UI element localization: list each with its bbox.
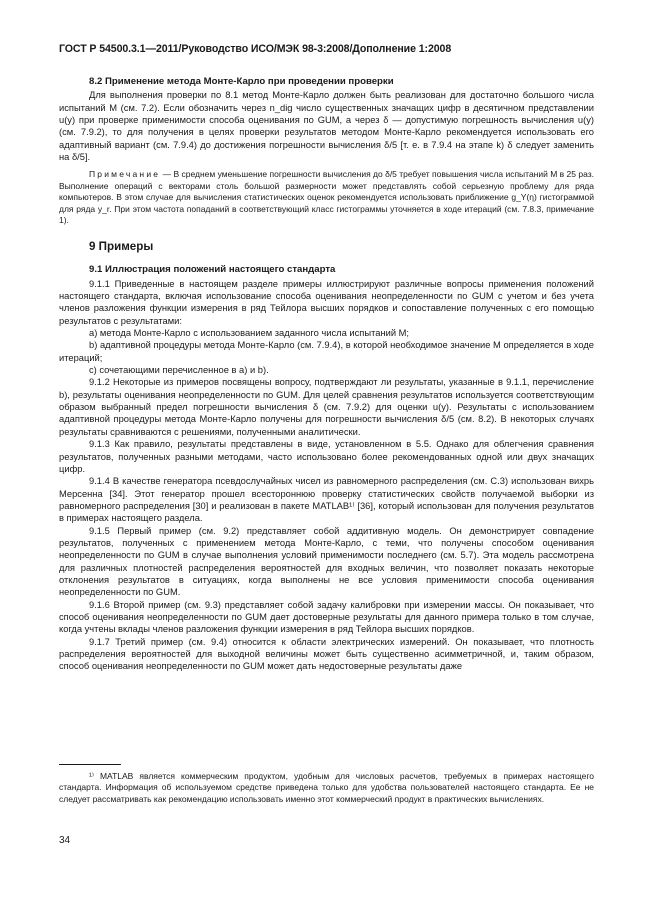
paragraph-9-1-2: 9.1.2 Некоторые из примеров посвящены вопросу, подтверждают ли результаты, указанные в 9.1.1, перечисление b), результаты оценивания неопределенности по GUM. Для целей сравнения результатов используется соответствующим образом выбранный предел погрешности вычисления δ (см. 7.9.2) для оценки u(y). Результаты с использованием адаптивной процедуры метода Монте-Карло получены для погрешности вычисления δ/5 (см. 8.2). В некоторых случаях результаты сравниваются с решениями, полученными аналитически. [59, 377, 594, 437]
paragraph-9-1-6: 9.1.6 Второй пример (см. 9.3) представляет собой задачу калибровки при измерении массы. Он показывает, что способ оценивания неопределенности по GUM дает достоверные результаты для данного примера только в том случае, когда учтены вклады членов разложения функции измерения в ряд Тейлора высших порядков. [59, 599, 594, 635]
list-item-a: а) метода Монте-Карло с использованием заданного числа испытаний M; [89, 328, 410, 339]
paragraph-9-1-7: 9.1.7 Третий пример (см. 9.4) относится к области электрических измерений. Он показывает, что плотность распределения вероятностей для выходной величины может быть существенно асимметричной, и, таким образом, способ оценивания неопределенности по GUM может дать недостоверные результаты даже [59, 636, 594, 672]
paragraph-9-1-1: 9.1.1 Приведенные в настоящем разделе примеры иллюстрируют различные вопросы применения положений настоящего стандарта, включая использование способа оценивания неопределенности по GUM с учетом и без учета членов разложения функции измерения в ряд Тейлора высших порядков и сопоставление полученных с его помощью результатов с результатами: [59, 278, 594, 326]
note-text: — В среднем уменьшение погрешности вычисления до δ/5 требует повышения числа испытаний M в 25 раз. Выполнение операций с векторами столь большой размерности может представлять собой серьезную проблему для ряда компьютеров. В этом случае для вычисления статистических оценок рекомендуется использовать приближение g_Y(η) гистограммой для ряда y_r. При этом частота попаданий в соответствующий класс гистограммы уточняется в ходе итераций (см. 7.8.3, примечание 1). [59, 169, 594, 225]
page-number: 34 [59, 835, 71, 846]
note-label: Примечание [89, 169, 161, 180]
footnote-text: ¹⁾ MATLAB является коммерческим продуктом, удобным для числовых расчетов, требуемых в примерах настоящего стандарта. Информация об используемом средстве приведена только для удобства пользователей настоящего стандарта. Ее не следует рассматривать как рекомендацию использовать именно этот коммерческий продукт в практических вычислениях. [59, 771, 594, 804]
page-header: ГОСТ Р 54500.3.1—2011/Руководство ИСО/МЭК 98-3:2008/Дополнение 1:2008 [59, 43, 452, 55]
paragraph-9-1-3: 9.1.3 Как правило, результаты представлены в виде, установленном в 5.5. Однако для облегчения сравнения результатов, полученных разными методами, часто использовано более рекомендованных одной или двух значащих цифр. [59, 439, 594, 474]
footnote-divider [59, 764, 121, 765]
section-8-2-heading: 8.2 Применение метода Монте-Карло при проведении проверки [89, 76, 394, 87]
section-9-1-heading: 9.1 Иллюстрация положений настоящего стандарта [89, 264, 336, 276]
paragraph-9-1-5: 9.1.5 Первый пример (см. 9.2) представляет собой аддитивную модель. Он демонстрирует совпадение результатов, полученных с применением метода Монте-Карло, с теми, что получены способом оценивания неопределенности по GUM в случае выполнения условий применимости последнего (см. 5.7). Эта модель рассмотрена для различных плотностей распределения вероятностей для входных величин, что позволяет показать некоторые отклонения результатов в ситуациях, когда выполнены не все условия применимости способа оценивания неопределенности по GUM. [59, 525, 594, 598]
section-9-heading: 9 Примеры [89, 240, 154, 254]
note [59, 169, 594, 226]
list-item-b: b) адаптивной процедуры метода Монте-Карло (см. 7.9.4), в которой необходимое значение M определяется в ходе итераций; [59, 340, 594, 363]
paragraph-9-1-4: 9.1.4 В качестве генератора псевдослучайных чисел из равномерного распределения (см. С.3) использован вихрь Мерсенна [34]. Этот генератор прошел всестороннюю проверку статистических свойств получаемой выборки из равномерного распределения [30] и реализован в пакете MATLAB¹⁾ [36], который использован для получения результатов в примерах настоящего раздела. [59, 476, 594, 524]
footnote-block [59, 771, 594, 805]
list-item-c: с) сочетающими перечисленное в а) и b). [89, 365, 269, 376]
page-content [59, 76, 594, 673]
section-8-2-paragraph: Для выполнения проверки по 8.1 метод Монте-Карло должен быть реализован для достаточно большого числа испытаний M (см. 7.2). Если обозначить через n_dig число существенных значащих цифр в десятичном представлении u(y) при проверке применимости способа оценивания по GUM, а через δ — допустимую погрешность вычисления u(y) (см. 7.9.2), то для получения в целях проверки результатов методом Монте-Карло рекомендуется использовать его адаптивный вариант (см. 7.9.4) до достижения погрешности вычисления δ/5 [т. е. в 7.9.4 на этапе k) δ следует заменить на δ/5]. [59, 90, 594, 163]
